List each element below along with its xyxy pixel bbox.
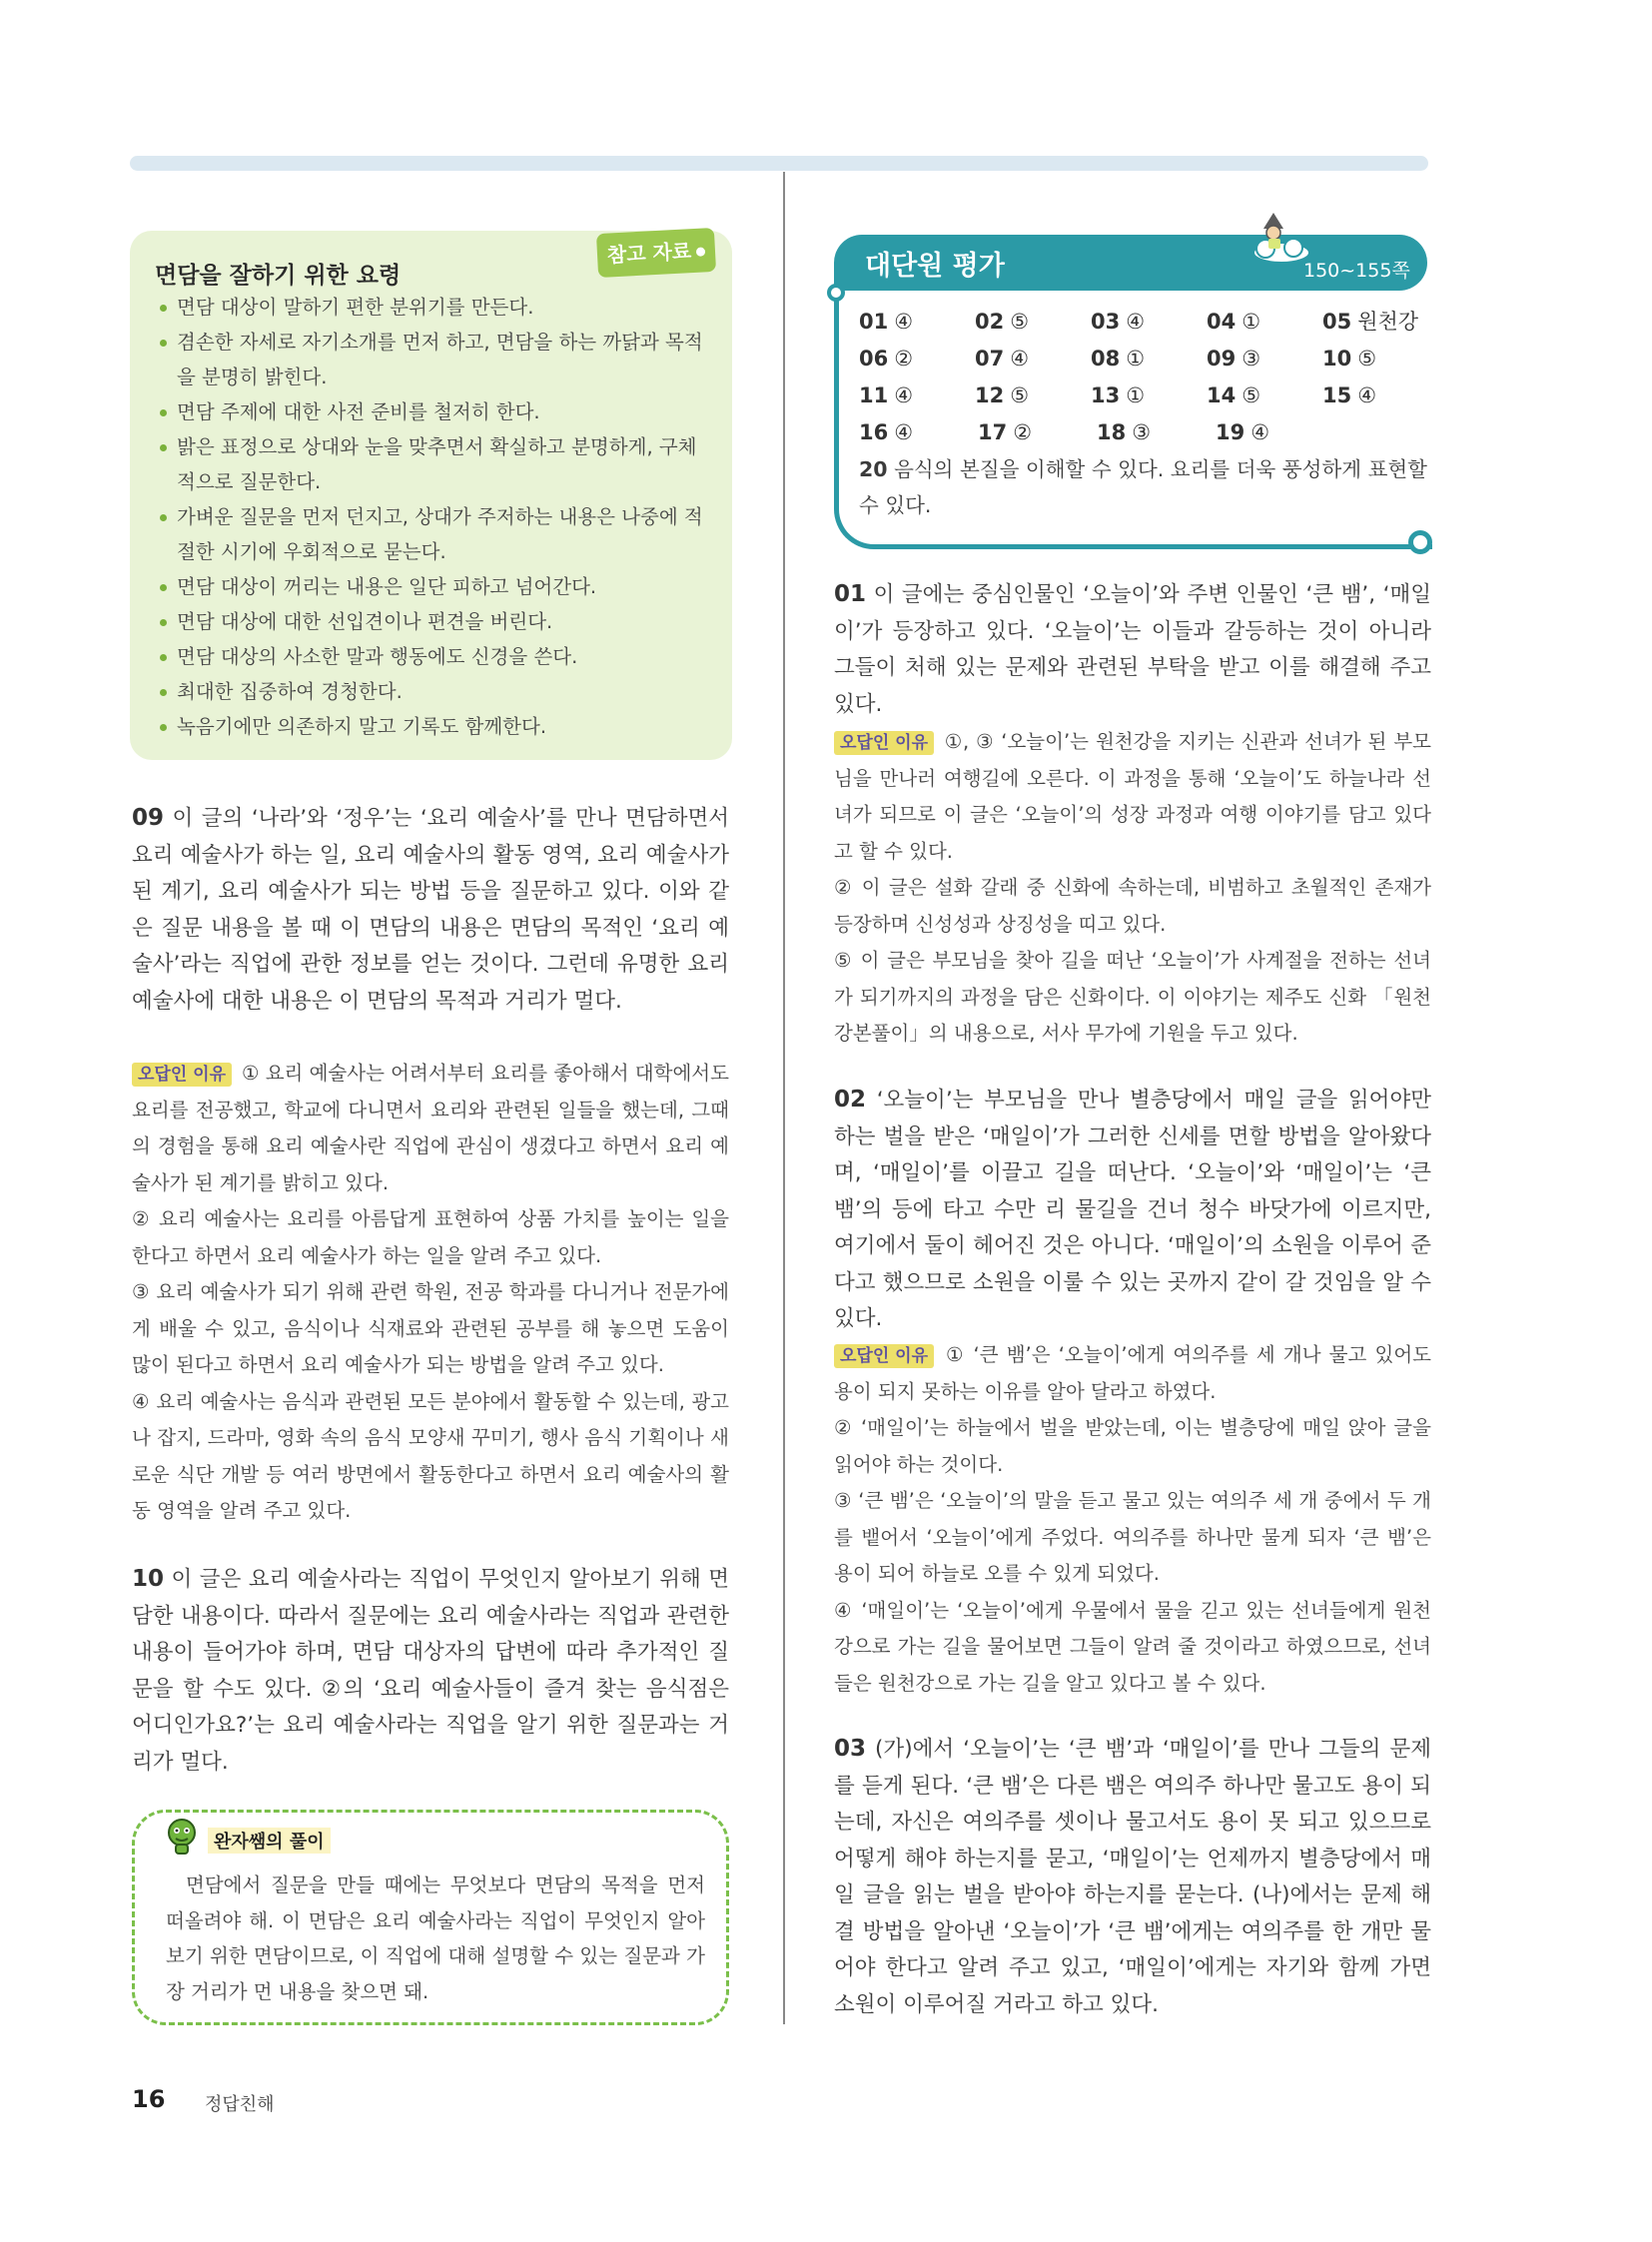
list-item: 가벼운 질문을 먼저 던지고, 상대가 주저하는 내용은 나중에 적절한 시기에 우회적으로 묻는다. [155,499,714,569]
answer-row [859,304,1438,341]
answer-cell: 09 ③ [1207,347,1261,371]
reason-item: ③ 요리 예술사가 되기 위해 관련 학원, 전공 학과를 다니거나 전문가에게 배울 수 있고, 음식이나 식재료와 관련된 공부를 해 놓으면 도움이 많이 된다고 하면서 요리 예술사가 되는 방법을 알려 주고 있다. [132,1280,729,1376]
frame-knob-icon [827,284,845,302]
answer-cell: 14 ⑤ [1207,383,1261,407]
list-item: 면담 대상이 꺼리는 내용은 일단 피하고 넘어간다. [155,569,714,604]
reason-item: 오답인 이유 ① 요리 예술사는 어려서부터 요리를 좋아해서 대학에서도 요리를 전공했고, 학교에 다니면서 요리와 관련된 일들을 했는데, 그때의 경험을 통해 요리 예술사란 직업에 관심이 생겼다고 하면서 요리 예술사가 된 계기를 밝히고 있다. [132,1062,729,1194]
teacher-text: 면담에서 질문을 만들 때에는 무엇보다 면담의 목적을 먼저 떠올려야 해. 이 면담은 요리 예술사라는 직업이 무엇인지 알아보기 위한 면담이므로, 이 직업에 대해 설명할 수 있는 질문과 가장 거리가 먼 내용을 찾으면 돼. [166,1873,705,2003]
wrong-answer-tag: 오답인 이유 [834,1344,934,1368]
answer-row [859,414,1438,451]
answer-number: 09 [132,805,165,831]
answer-cell: 15 ④ [1322,383,1377,407]
teacher-character-icon [163,1816,201,1856]
answer-20: 20 음식의 본질을 이해할 수 있다. 요리를 더욱 풍성하게 표현할 수 있다. [859,457,1427,517]
reason-item: 오답인 이유 ①, ③ ‘오늘이’는 원천강을 지키는 신관과 선녀가 된 부모님을 만나러 여행길에 오른다. 이 과정을 통해 ‘오늘이’도 하늘나라 선녀가 되므로 이 글은 ‘오늘이’의 성장 과정과 여행 이야기를 담고 있다고 할 수 있다. [834,730,1431,863]
top-decor-bar [130,156,1428,171]
wrong-answer-tag: 오답인 이유 [132,1063,232,1087]
page-number: 16 [132,2085,166,2113]
reason-item: ② 이 글은 설화 갈래 중 신화에 속하는데, 비범하고 초월적인 존재가 등장하며 신성성과 상징성을 띠고 있다. [834,876,1431,936]
answer-cell: 02 ⑤ [975,310,1030,334]
reason-item: ④ ‘매일이’는 ‘오늘이’에게 우물에서 물을 긷고 있는 선녀들에게 원천강으로 가는 길을 물어보면 그들이 알려 줄 것이라고 하였으므로, 선녀들은 원천강으로 가는 길을 알고 있다고 볼 수 있다. [834,1598,1431,1695]
reason-item: ⑤ 이 글은 부모님을 찾아 길을 떠난 ‘오늘이’가 사계절을 전하는 선녀가 되기까지의 과정을 담은 신화이다. 이 이야기는 제주도 신화 「원천강본풀이」의 내용으로, 서사 무가에 기원을 두고 있다. [834,949,1431,1045]
answer-cell: 04 ① [1207,310,1261,334]
wizard-cloud-icon [1243,205,1313,265]
answer-09-reasons [132,1056,729,1530]
answer-number: 02 [834,1087,867,1113]
reason-item: ② 요리 예술사는 요리를 아름답게 표현하여 상품 가치를 높이는 일을 한다고 하면서 요리 예술사가 하는 일을 알려 주고 있다. [132,1207,729,1267]
answer-02-reasons [834,1337,1431,1702]
answer-cell: 18 ③ [1097,420,1152,444]
answer-01-reasons [834,724,1431,1053]
list-item: 녹음기에만 의존하지 말고 기록도 함께한다. [155,709,714,744]
answer-text: 이 글의 ‘나라’와 ‘정우’는 ‘요리 예술사’를 만나 면담하면서 요리 예술사가 하는 일, 요리 예술사의 활동 영역, 요리 예술사가 된 계기, 요리 예술사가 되는 방법 등을 질문하고 있다. 이와 같은 질문 내용을 볼 때 이 면담의 내용은 면담의 목적인 ‘요리 예술사’라는 직업에 관한 정보를 얻는 것이다. 그런데 유명한 요리 예술사에 대한 내용은 이 면담의 목적과 거리가 멀다. [132,806,729,1014]
list-item: 밝은 표정으로 상대와 눈을 맞추면서 확실하고 분명하게, 구체적으로 질문한다. [155,429,714,499]
reference-tab: 참고 자료 [596,228,716,278]
answer-cell: 08 ① [1091,347,1146,371]
dot-icon [696,247,705,256]
reason-item: ② ‘매일이’는 하늘에서 벌을 받았는데, 이는 별층당에 매일 앉아 글을 읽어야 하는 것이다. [834,1416,1431,1476]
answer-cell: 11 ④ [859,383,914,407]
answer-row [859,377,1438,414]
footer-label: 정답친해 [205,2094,275,2115]
list-item: 최대한 집중하여 경청한다. [155,674,714,709]
answer-row [859,341,1438,377]
reason-item: ④ 요리 예술사는 음식과 관련된 모든 분야에서 활동할 수 있는데, 광고나 잡지, 드라마, 영화 속의 음식 모양새 꾸미기, 행사 음식 기획이나 새로운 식단 개발 등 여러 방면에서 활동한다고 하면서 요리 예술사의 활동 영역을 알려 주고 있다. [132,1389,729,1522]
answer-text: (가)에서 ‘오늘이’는 ‘큰 뱀’과 ‘매일이’를 만나 그들의 문제를 듣게 된다. ‘큰 뱀’은 다른 뱀은 여의주 하나만 물고도 용이 되는데, 자신은 여의주를 셋이나 물고서도 용이 못 되고 있으므로 어떻게 해야 하는지를 묻고, ‘매일이’는 언제까지 별층당에서 매일 글을 읽는 벌을 받아야 하는지를 묻는다. (나)에서는 문제 해결 방법을 알아낸 ‘오늘이’가 ‘큰 뱀’에게는 여의주를 한 개만 물어야 한다고 알려 주고 있고, ‘매일이’에게는 자기와 함께 가면 소원이 이루어질 거라고 하고 있다. [834,1737,1431,2017]
answer-10 [132,1561,729,1781]
reason-item: ③ ‘큰 뱀’은 ‘오늘이’의 말을 듣고 물고 있는 여의주 세 개 중에서 두 개를 뱉어서 ‘오늘이’에게 주었다. 여의주를 하나만 물게 되자 ‘큰 뱀’은 용이 되어 하늘로 오를 수 있게 되었다. [834,1489,1431,1585]
evaluation-title: 대단원 평가 [865,251,1005,282]
answer-01 [834,576,1431,723]
answer-cell: 19 ④ [1216,420,1270,444]
answer-cell: 07 ④ [975,347,1030,371]
column-divider [783,172,785,2024]
answer-03 [834,1731,1431,2023]
reference-list [155,290,714,744]
frame-knob-icon [1408,530,1432,554]
answer-cell: 01 ④ [859,310,914,334]
answer-cell: 03 ④ [1091,310,1146,334]
answer-02 [834,1082,1431,1338]
answer-text: ‘오늘이’는 부모님을 만나 별층당에서 매일 글을 읽어야만 하는 벌을 받은 ‘매일이’가 그러한 신세를 면할 방법을 알아왔다며, ‘매일이’를 이끌고 길을 떠난다. ‘오늘이’와 ‘매일이’는 ‘큰 뱀’의 등에 타고 수만 리 물길을 건너 청수 바닷가에 이르지만, 여기에서 둘이 헤어진 것은 아니다. ‘매일이’의 소원을 이루어 준다고 했으므로 소원을 이룰 수 있는 곳까지 같이 갈 것임을 알 수 있다. [834,1088,1431,1331]
answer-number: 03 [834,1736,867,1762]
answer-cell: 17 ② [978,420,1033,444]
list-item: 면담 주제에 대한 사전 준비를 철저히 한다. [155,394,714,429]
answer-cell: 12 ⑤ [975,383,1030,407]
teacher-title: 완자쌤의 풀이 [208,1828,331,1854]
answer-grid [859,304,1438,523]
reason-item: 오답인 이유 ① ‘큰 뱀’은 ‘오늘이’에게 여의주를 세 개나 물고 있어도 용이 되지 못하는 이유를 알아 달라고 하였다. [834,1343,1431,1403]
answer-number: 10 [132,1566,165,1592]
answer-number: 01 [834,581,867,607]
answer-cell: 10 ⑤ [1322,347,1377,371]
answer-text: 이 글은 요리 예술사라는 직업이 무엇인지 알아보기 위해 면담한 내용이다. 따라서 질문에는 요리 예술사라는 직업과 관련한 내용이 들어가야 하며, 면담 대상자의 답변에 따라 추가적인 질문을 할 수도 있다. ②의 ‘요리 예술사들이 즐겨 찾는 음식점은 어디인가요?’는 요리 예술사라는 직업을 알기 위한 질문과는 거리가 멀다. [132,1567,729,1775]
answer-cell: 16 ④ [859,420,914,444]
list-item: 면담 대상에 대한 선입견이나 편견을 버린다. [155,604,714,639]
list-item: 면담 대상이 말하기 편한 분위기를 만든다. [155,290,714,325]
list-item: 겸손한 자세로 자기소개를 먼저 하고, 면담을 하는 까닭과 목적을 분명히 밝힌다. [155,325,714,394]
answer-cell: 05 원천강 [1322,310,1419,334]
answer-cell: 06 ② [859,347,914,371]
reference-title: 면담을 잘하기 위한 요령 [155,263,402,289]
answer-cell: 13 ① [1091,383,1146,407]
answer-text: 이 글에는 중심인물인 ‘오늘이’와 주변 인물인 ‘큰 뱀’, ‘매일이’가 등장하고 있다. ‘오늘이’는 이들과 갈등하는 것이 아니라 그들이 처해 있는 문제와 관련된 부탁을 받고 이를 해결해 주고 있다. [834,582,1431,717]
list-item: 면담 대상의 사소한 말과 행동에도 신경을 쓴다. [155,639,714,674]
wrong-answer-tag: 오답인 이유 [834,731,934,755]
evaluation-pages: 150~155쪽 [1303,260,1410,282]
answer-09 [132,800,729,1020]
